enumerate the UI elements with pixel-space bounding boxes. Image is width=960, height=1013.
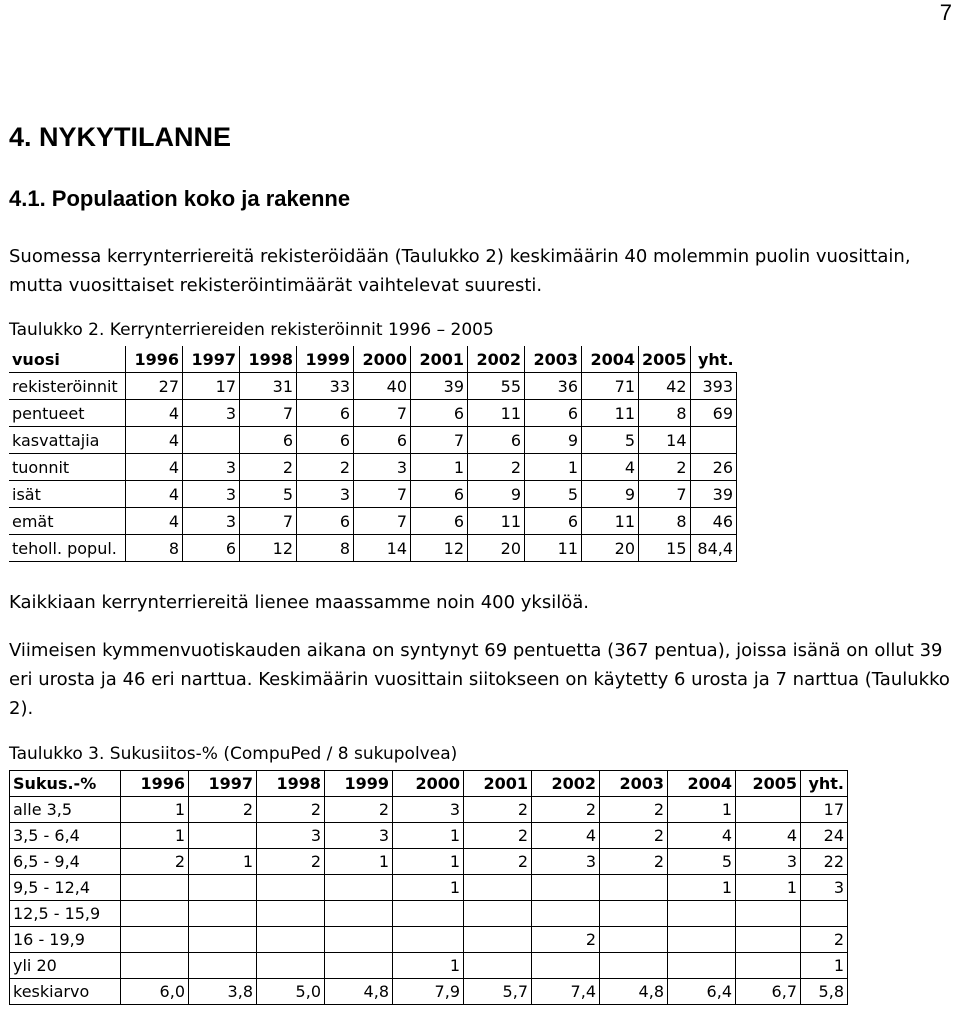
table-cell: 5 (668, 849, 736, 875)
table-cell: 2 (257, 797, 325, 823)
table-cell (325, 927, 393, 953)
table-row (9, 373, 737, 400)
table-cell: 4 (126, 508, 183, 535)
table-cell: 2 (639, 454, 691, 481)
table-cell (183, 427, 240, 454)
row-label: tuonnit (9, 454, 126, 481)
inbreeding-table (9, 770, 848, 1005)
table-cell: 40 (354, 373, 411, 400)
table-cell (736, 901, 801, 927)
table-row (10, 823, 848, 849)
row-label: 3,5 - 6,4 (10, 823, 121, 849)
table-cell: 9 (525, 427, 582, 454)
table-cell (668, 927, 736, 953)
table-cell: 11 (582, 400, 639, 427)
column-header: Sukus.-% (10, 771, 121, 797)
table-cell: 3 (257, 823, 325, 849)
table-cell (532, 901, 600, 927)
column-header: yht. (690, 346, 737, 373)
table-cell: 1 (393, 953, 464, 979)
section-heading: 4. NYKYTILANNE (9, 122, 232, 152)
table-cell (532, 875, 600, 901)
table-cell (600, 875, 668, 901)
table-cell (736, 797, 801, 823)
table-cell: 1 (189, 849, 257, 875)
table-row (9, 508, 737, 535)
column-header: 1997 (183, 346, 240, 373)
table-row (10, 875, 848, 901)
table-cell: 14 (354, 535, 411, 562)
table3-caption: Taulukko 3. Sukusiitos-% (CompuPed / 8 sukupolvea) (9, 744, 458, 764)
table-cell: 31 (240, 373, 297, 400)
table-cell (690, 427, 737, 454)
column-header: 1996 (121, 771, 189, 797)
table-cell (325, 875, 393, 901)
column-header: 2005 (736, 771, 801, 797)
table-cell: 11 (525, 535, 582, 562)
column-header: vuosi (9, 346, 126, 373)
table-cell: 7 (240, 508, 297, 535)
table-cell: 5 (582, 427, 639, 454)
table-cell: 22 (801, 849, 848, 875)
table-cell: 1 (525, 454, 582, 481)
table-cell (121, 953, 189, 979)
table-cell: 2 (468, 454, 525, 481)
table-cell (189, 875, 257, 901)
row-label: alle 3,5 (10, 797, 121, 823)
table-cell (121, 875, 189, 901)
table-cell: 2 (297, 454, 354, 481)
table-cell: 5,8 (801, 979, 848, 1005)
table-cell: 1 (393, 849, 464, 875)
table-cell: 4 (668, 823, 736, 849)
table-cell: 42 (639, 373, 691, 400)
row-label: yli 20 (10, 953, 121, 979)
table-cell: 11 (468, 508, 525, 535)
column-header: 1998 (240, 346, 297, 373)
table-cell: 2 (801, 927, 848, 953)
table-cell: 3 (297, 481, 354, 508)
column-header: 2001 (411, 346, 468, 373)
table-cell: 12 (240, 535, 297, 562)
table-cell: 6 (468, 427, 525, 454)
table-cell (121, 927, 189, 953)
column-header: 2004 (668, 771, 736, 797)
table-cell: 6,4 (668, 979, 736, 1005)
table-cell: 7 (354, 508, 411, 535)
table-cell: 1 (668, 797, 736, 823)
table-cell: 14 (639, 427, 691, 454)
table-cell: 4,8 (325, 979, 393, 1005)
table-header-row (10, 771, 848, 797)
table-cell: 1 (121, 823, 189, 849)
column-header: 1999 (325, 771, 393, 797)
table-cell (393, 927, 464, 953)
table-cell: 39 (690, 481, 737, 508)
table-cell: 6 (411, 508, 468, 535)
table-cell: 2 (240, 454, 297, 481)
table-cell: 4 (582, 454, 639, 481)
table-cell: 11 (582, 508, 639, 535)
table-cell: 9 (468, 481, 525, 508)
decade-paragraph: Viimeisen kymmenvuotiskauden aikana on syntynyt 69 pentuetta (367 pentua), joissa isänä on ollut 39 eri urosta ja 46 eri narttua. Keskimäärin vuosittain siitokseen on käytetty 6 urosta ja 7 narttua (Taulukko 2). (9, 640, 950, 719)
table-header-row (9, 346, 737, 373)
table-cell: 6 (297, 427, 354, 454)
summary-paragraph: Kaikkiaan kerrynterriereitä lienee maassamme noin 400 yksilöä. (9, 592, 589, 613)
table-cell: 3 (183, 481, 240, 508)
column-header: 1999 (297, 346, 354, 373)
table-row (10, 901, 848, 927)
column-header: 2005 (639, 346, 691, 373)
table-cell: 8 (126, 535, 183, 562)
table-cell (600, 927, 668, 953)
table-cell: 7 (240, 400, 297, 427)
table-cell: 2 (532, 797, 600, 823)
table-cell (257, 901, 325, 927)
table-cell (464, 927, 532, 953)
page-number: 7 (939, 0, 952, 25)
table-cell (121, 901, 189, 927)
table-cell: 84,4 (690, 535, 737, 562)
table-cell: 1 (411, 454, 468, 481)
table-row (9, 400, 737, 427)
table-cell (189, 927, 257, 953)
table-cell: 6 (297, 508, 354, 535)
table-cell: 1 (736, 875, 801, 901)
column-header: 2002 (532, 771, 600, 797)
table-cell: 24 (801, 823, 848, 849)
table-cell: 12 (411, 535, 468, 562)
table-cell: 3 (325, 823, 393, 849)
table-cell (736, 927, 801, 953)
table-cell: 1 (668, 875, 736, 901)
table-cell: 6 (525, 508, 582, 535)
table-cell (668, 901, 736, 927)
table-cell: 3 (393, 797, 464, 823)
table-cell: 11 (468, 400, 525, 427)
table-cell: 3 (532, 849, 600, 875)
table-cell: 1 (325, 849, 393, 875)
table-cell: 2 (325, 797, 393, 823)
table-cell (189, 823, 257, 849)
table-cell (189, 953, 257, 979)
table-cell: 3 (183, 454, 240, 481)
table-cell: 7 (354, 400, 411, 427)
table-cell: 2 (464, 823, 532, 849)
table-cell: 7 (411, 427, 468, 454)
table-cell: 69 (690, 400, 737, 427)
table-cell (257, 875, 325, 901)
table-cell: 71 (582, 373, 639, 400)
table-cell: 3 (183, 400, 240, 427)
table-cell: 2 (121, 849, 189, 875)
table-cell: 55 (468, 373, 525, 400)
table-cell (464, 901, 532, 927)
table-cell: 6 (297, 400, 354, 427)
registrations-table (9, 346, 737, 562)
table-cell (600, 901, 668, 927)
column-header: 1996 (126, 346, 183, 373)
table-cell: 6 (411, 481, 468, 508)
table-cell: 8 (639, 508, 691, 535)
table-cell: 2 (189, 797, 257, 823)
column-header: yht. (801, 771, 848, 797)
table-cell: 3 (736, 849, 801, 875)
table-cell: 4 (126, 427, 183, 454)
table-cell (257, 927, 325, 953)
table-cell (325, 953, 393, 979)
table-row (9, 427, 737, 454)
intro-paragraph: Suomessa kerrynterriereitä rekisteröidään (Taulukko 2) keskimäärin 40 molemmin puolin vuosittain, mutta vuosittaiset rekisteröintimäärät vaihtelevat suuresti. (9, 246, 911, 296)
table-cell: 15 (639, 535, 691, 562)
table-cell: 6 (354, 427, 411, 454)
table-cell: 26 (690, 454, 737, 481)
table-cell (668, 953, 736, 979)
table-cell: 6,0 (121, 979, 189, 1005)
row-label: 16 - 19,9 (10, 927, 121, 953)
table-cell: 1 (801, 953, 848, 979)
table-cell: 393 (690, 373, 737, 400)
table-cell: 2 (600, 823, 668, 849)
table-cell: 2 (600, 849, 668, 875)
table-cell: 3,8 (189, 979, 257, 1005)
row-label: isät (9, 481, 126, 508)
table-row (9, 481, 737, 508)
table-cell: 3 (801, 875, 848, 901)
table2-caption: Taulukko 2. Kerrynterriereiden rekisteröinnit 1996 – 2005 (9, 320, 494, 340)
table-cell: 27 (126, 373, 183, 400)
table-cell (464, 875, 532, 901)
table-row (9, 535, 737, 562)
column-header: 2002 (468, 346, 525, 373)
table-cell: 2 (532, 927, 600, 953)
table-cell: 2 (600, 797, 668, 823)
table-cell: 17 (183, 373, 240, 400)
row-label: keskiarvo (10, 979, 121, 1005)
row-label: emät (9, 508, 126, 535)
table-cell (189, 901, 257, 927)
column-header: 2000 (393, 771, 464, 797)
table-cell: 39 (411, 373, 468, 400)
table-cell: 4 (126, 454, 183, 481)
table-cell: 5,0 (257, 979, 325, 1005)
table-cell: 1 (393, 875, 464, 901)
table-cell: 4 (736, 823, 801, 849)
table-cell: 6 (411, 400, 468, 427)
table-cell: 8 (639, 400, 691, 427)
table-cell: 20 (582, 535, 639, 562)
column-header: 2004 (582, 346, 639, 373)
row-label: pentueet (9, 400, 126, 427)
row-label: kasvattajia (9, 427, 126, 454)
table-cell: 7,4 (532, 979, 600, 1005)
table-cell: 4 (126, 481, 183, 508)
table-cell (532, 953, 600, 979)
table-cell: 1 (393, 823, 464, 849)
table-cell: 9 (582, 481, 639, 508)
table-row (9, 454, 737, 481)
row-label: rekisteröinnit (9, 373, 126, 400)
table-row (10, 953, 848, 979)
column-header: 1997 (189, 771, 257, 797)
table-cell: 3 (183, 508, 240, 535)
table-cell (257, 953, 325, 979)
table-cell: 6 (183, 535, 240, 562)
table-cell: 2 (464, 849, 532, 875)
row-label: 9,5 - 12,4 (10, 875, 121, 901)
table-cell: 5 (240, 481, 297, 508)
table-cell: 20 (468, 535, 525, 562)
table-cell: 6 (240, 427, 297, 454)
row-label: 12,5 - 15,9 (10, 901, 121, 927)
row-label: 6,5 - 9,4 (10, 849, 121, 875)
table-cell: 4 (126, 400, 183, 427)
column-header: 2003 (600, 771, 668, 797)
table-row (10, 927, 848, 953)
table-cell: 3 (354, 454, 411, 481)
column-header: 1998 (257, 771, 325, 797)
table-cell (801, 901, 848, 927)
table-cell: 46 (690, 508, 737, 535)
table-cell: 5,7 (464, 979, 532, 1005)
table-cell: 36 (525, 373, 582, 400)
column-header: 2000 (354, 346, 411, 373)
table-cell: 4,8 (600, 979, 668, 1005)
table-cell: 5 (525, 481, 582, 508)
table-cell: 7 (354, 481, 411, 508)
table-cell: 8 (297, 535, 354, 562)
table-row (10, 849, 848, 875)
table-cell: 7 (639, 481, 691, 508)
table-cell (600, 953, 668, 979)
table-row (10, 979, 848, 1005)
table-cell: 2 (464, 797, 532, 823)
table-cell: 2 (257, 849, 325, 875)
table-row (10, 797, 848, 823)
table-cell (736, 953, 801, 979)
table-cell (464, 953, 532, 979)
table-cell: 33 (297, 373, 354, 400)
table-cell (325, 901, 393, 927)
row-label: teholl. popul. (9, 535, 126, 562)
table-cell: 4 (532, 823, 600, 849)
column-header: 2001 (464, 771, 532, 797)
table-cell: 17 (801, 797, 848, 823)
table-cell: 6 (525, 400, 582, 427)
table-cell: 6,7 (736, 979, 801, 1005)
table-cell: 7,9 (393, 979, 464, 1005)
table-cell (393, 901, 464, 927)
table-cell: 1 (121, 797, 189, 823)
column-header: 2003 (525, 346, 582, 373)
subsection-heading: 4.1. Populaation koko ja rakenne (9, 186, 351, 211)
